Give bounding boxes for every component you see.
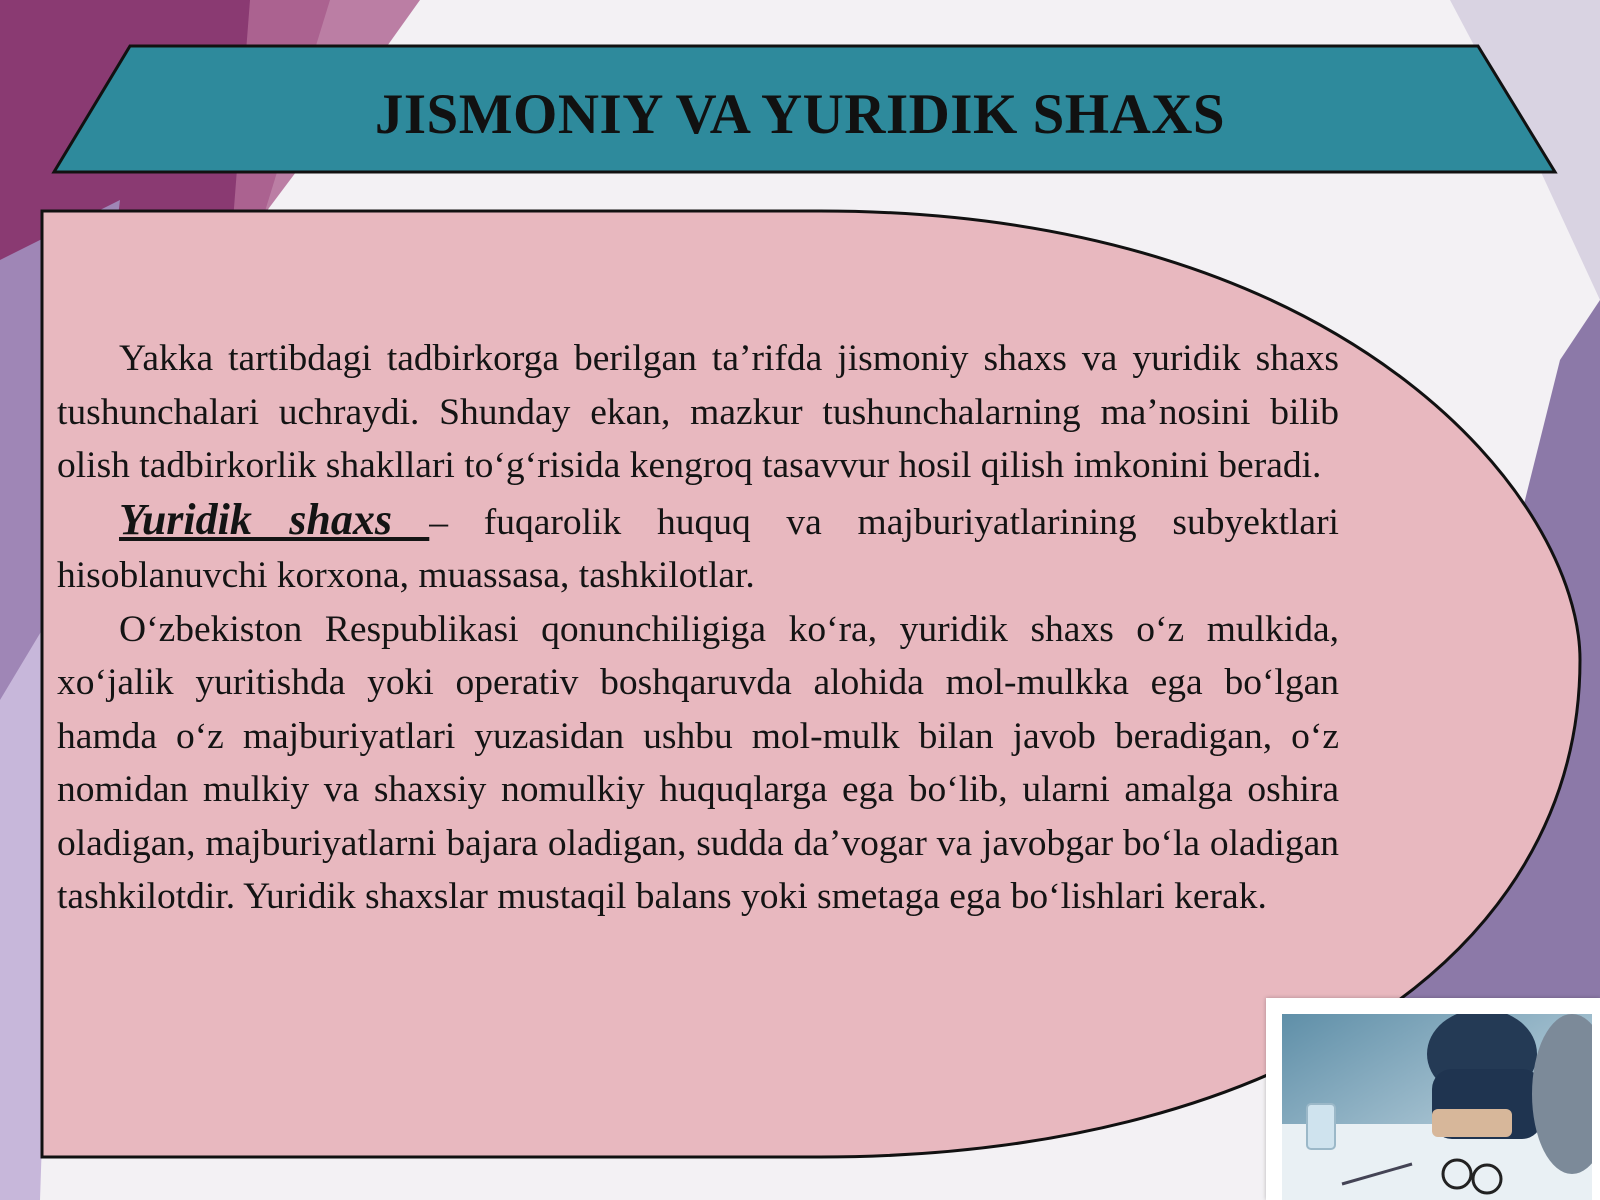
paragraph-legislation: O‘zbekiston Respublikasi qonunchiligiga ko‘ra, yuridik shaxs o‘z mulkida, xo‘jalik yuritishda yoki operativ boshqaruvda alohida mol-mulkka ega bo‘lgan hamda o‘z majburiyatlari yuzasidan ushbu mol-mulk bilan javob beradigan, o‘z nomidan mulkiy va shaxsiy nomulkiy huquqlarga ega bo‘lib, ularni amalga oshira oladigan, majburiyatlarni bajara oladigan, sudda da’vogar va javobgar bo‘la oladigan tashkilotdir. Yuridik shaxslar mustaqil balans yoki smetaga ega bo‘lishlari kerak. (57, 608, 1339, 917)
slide-title: JISMONIY VA YURIDIK SHAXS (374, 83, 1226, 146)
definition-text: – fuqarolik huquq va majburiyatlarining subyektlari hisoblanuvchi korxona, muassasa, tashkilotlar. (57, 501, 1339, 596)
body-text (57, 332, 1339, 924)
business-meeting-photo (1266, 998, 1600, 1200)
paragraph-definition (57, 493, 1339, 603)
paragraph-intro: Yakka tartibdagi tadbirkorga berilgan ta’rifda jismoniy shaxs va yuridik shaxs tushunchalari uchraydi. Shunday ekan, mazkur tushunchalarning ma’nosini bilib olish tadbirkorlik shakllari to‘g‘risida kengroq tasavvur hosil qilish imkonini beradi. (57, 338, 1339, 486)
business-meeting-photo-icon (1282, 1014, 1592, 1200)
term-yuridik-shaxs: Yuridik shaxs (119, 494, 430, 544)
